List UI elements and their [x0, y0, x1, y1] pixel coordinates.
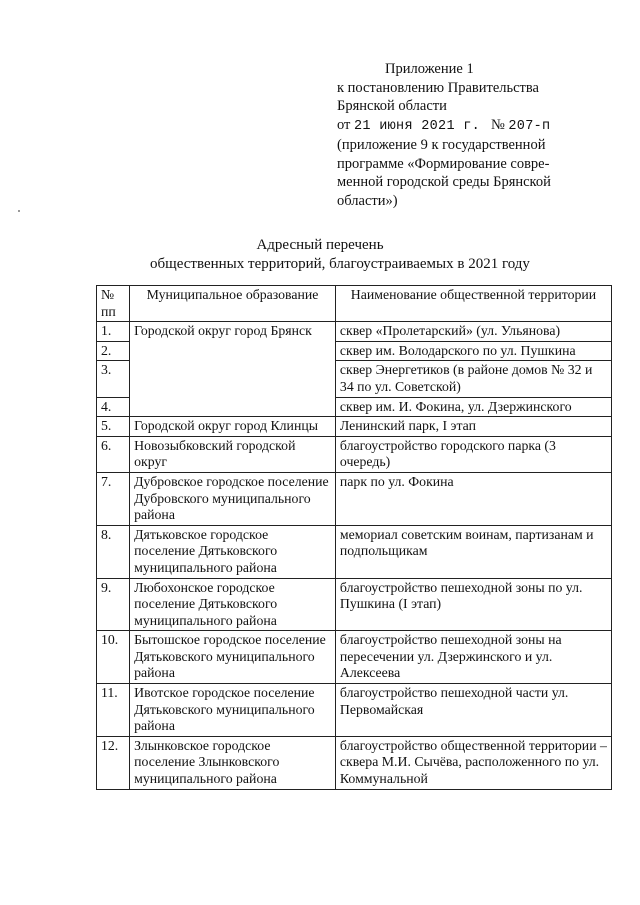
row-num: 4. [97, 397, 130, 417]
row-territory: сквер им. И. Фокина, ул. Дзержинского [335, 397, 611, 417]
row-municipality: Городской округ город Брянск [130, 322, 336, 417]
appendix-line: области») [337, 192, 398, 209]
row-territory: благоустройство пешеходной зоны на пересечении ул. Дзержинского и ул. Алексеева [335, 631, 611, 684]
table-row [97, 631, 612, 684]
appendix-date-line [337, 116, 597, 137]
row-territory: Ленинский парк, I этап [335, 417, 611, 437]
row-municipality: Бытошское городское поселение Дятьковского муниципального района [130, 631, 336, 684]
table-row [97, 578, 612, 631]
row-num: 1. [97, 322, 130, 342]
row-territory: сквер «Пролетарский» (ул. Ульянова) [335, 322, 611, 342]
row-territory: парк по ул. Фокина [335, 472, 611, 525]
row-municipality: Новозыбковский городской округ [130, 436, 336, 472]
row-municipality: Ивотское городское поселение Дятьковского муниципального района [130, 684, 336, 737]
row-num: 11. [97, 684, 130, 737]
table-row [97, 322, 612, 342]
number-label: № [490, 116, 505, 133]
table-row [97, 417, 612, 437]
row-territory: мемориал советским воинам, партизанам и подпольщикам [335, 525, 611, 578]
header-num: № пп [97, 286, 130, 322]
appendix-line: программе «Формирование совре- [337, 155, 550, 172]
row-territory: сквер им. Володарского по ул. Пушкина [335, 341, 611, 361]
row-territory: благоустройство пешеходной зоны по ул. Пушкина (I этап) [335, 578, 611, 631]
table-row [97, 684, 612, 737]
scan-speck [18, 210, 20, 212]
row-num: 3. [97, 361, 130, 397]
date-value: 21 июня 2021 г. [354, 118, 481, 134]
table-row [97, 436, 612, 472]
row-municipality: Городской округ город Клинцы [130, 417, 336, 437]
row-num: 6. [97, 436, 130, 472]
row-municipality: Любохонское городское поселение Дятьковского муниципального района [130, 578, 336, 631]
row-municipality: Дятьковское городское поселение Дятьковского муниципального района [130, 525, 336, 578]
table-row [97, 736, 612, 789]
row-num: 10. [97, 631, 130, 684]
row-num: 5. [97, 417, 130, 437]
row-num: 12. [97, 736, 130, 789]
table-row [97, 472, 612, 525]
row-num: 9. [97, 578, 130, 631]
appendix-block [337, 60, 597, 210]
number-value: 207-п [508, 118, 551, 134]
appendix-title: Приложение 1 [385, 61, 474, 77]
appendix-line: Брянской области [337, 98, 447, 114]
row-num: 8. [97, 525, 130, 578]
row-num: 2. [97, 341, 130, 361]
table-header-row [97, 286, 612, 322]
row-territory: благоустройство общественной территории – сквера М.И. Сычёва, расположенного по ул. Коммунальной [335, 736, 611, 789]
header-territory: Наименование общественной территории [335, 286, 611, 322]
row-territory: сквер Энергетиков (в районе домов № 32 и 34 по ул. Советской) [335, 361, 611, 397]
row-territory: благоустройство пешеходной части ул. Первомайская [335, 684, 611, 737]
title-line-2: общественных территорий, благоустраиваемых в 2021 году [150, 256, 530, 272]
appendix-line: (приложение 9 к государственной [337, 137, 546, 153]
header-municipality: Муниципальное образование [130, 286, 336, 322]
row-municipality: Дубровское городское поселение Дубровского муниципального района [130, 472, 336, 525]
row-municipality: Злынковское городское поселение Злынковского муниципального района [130, 736, 336, 789]
appendix-line: к постановлению Правительства [337, 79, 539, 96]
document-title [0, 236, 640, 274]
title-line-1: Адресный перечень [256, 237, 384, 253]
appendix-line: менной городской среды Брянской [337, 174, 551, 190]
date-prefix: от [337, 116, 351, 133]
territories-table [96, 285, 612, 790]
table-row [97, 525, 612, 578]
row-territory: благоустройство городского парка (3 очередь) [335, 436, 611, 472]
row-num: 7. [97, 472, 130, 525]
